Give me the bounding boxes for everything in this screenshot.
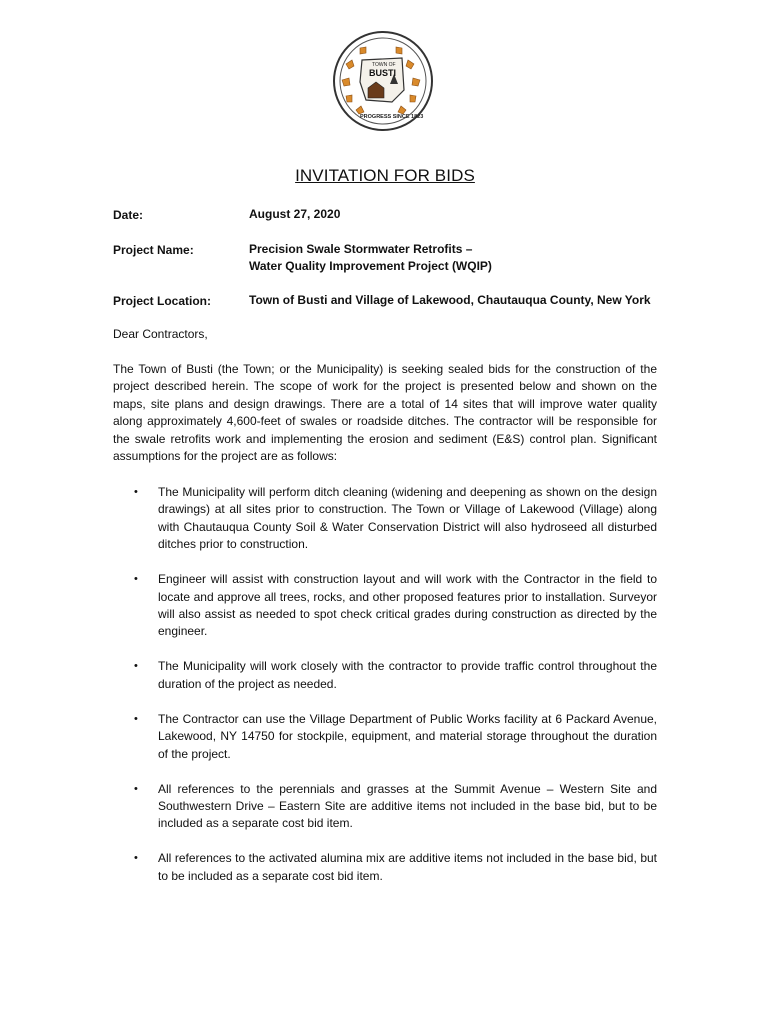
bullet-icon: • [134, 660, 138, 673]
bullet-icon: • [134, 712, 138, 725]
bullet-icon: • [134, 486, 138, 498]
project-name-label: Project Name: [113, 243, 194, 257]
list-item-text: The Municipality will work closely with the contractor to provide traffic control throughout the duration of the project as needed. [158, 659, 657, 691]
list-item [113, 571, 657, 641]
list-item-text: Engineer will assist with construction layout and will work with the Contractor in the field to locate and approve all trees, rocks, and other proposed features prior to installation. Surveyor will also assist as needed to spot check critical grades during construction as directed by the engineer. [158, 572, 657, 639]
list-item [113, 711, 657, 763]
bullet-icon: • [134, 573, 138, 586]
list-item-text: All references to the perennials and grasses at the Summit Avenue – Western Site and Southwestern Drive – Eastern Site are additive items not included in the base bid, but to be included as a separate cost bid item. [158, 781, 657, 831]
list-item-text: All references to the activated alumina mix are additive items not included in the base bid, but to be included as a separate cost bid item. [158, 851, 657, 883]
project-location-value: Town of Busti and Village of Lakewood, Chautauqua County, New York [249, 293, 651, 307]
list-item [113, 781, 657, 833]
list-item [113, 850, 657, 885]
page-title: INVITATION FOR BIDS [295, 166, 475, 185]
date-label: Date: [113, 208, 144, 222]
seal-top-text: TOWN OF [372, 62, 396, 68]
list-item-text: The Municipality will perform ditch cleaning (widening and deepening as shown on the design drawings) at all sites prior to construction. The Town or Village of Lakewood (Village) along with Chautauqua County Soil & Water Conservation District will also hydroseed all disturbed ditches prior to construction. [158, 485, 657, 552]
bullet-icon: • [134, 782, 138, 795]
seal-bottom-text: PROGRESS SINCE 1823 [360, 114, 424, 120]
date-value: August 27, 2020 [249, 207, 341, 221]
salutation: Dear Contractors, [113, 327, 208, 341]
project-name-line-2: Water Quality Improvement Project (WQIP) [249, 259, 492, 273]
bullet-icon: • [134, 852, 138, 865]
town-seal-icon [332, 30, 434, 132]
project-location-label: Project Location: [113, 294, 212, 308]
intro-paragraph: The Town of Busti (the Town; or the Municipality) is seeking sealed bids for the construction of the project described herein. The scope of work for the project is presented below and shown on the maps, site plans and design drawings. There are a total of 14 sites that will improve water quality along approximately 4,600-feet of swales or roadside ditches. The contractor will be responsible for the swale retrofits work and implementing the erosion and sediment (E&S) control plan. Significant assumptions for the project are as follows: [113, 362, 657, 464]
seal-main-text: BUSTI [369, 68, 396, 78]
list-item-text: The Contractor can use the Village Department of Public Works facility at 6 Packard Avenue, Lakewood, NY 14750 for stockpile, equipment, and material storage throughout the duration of the project. [158, 711, 657, 761]
project-name-line-1: Precision Swale Stormwater Retrofits – [249, 242, 473, 256]
list-item [113, 484, 657, 554]
assumptions-list [113, 484, 657, 903]
list-item [113, 658, 657, 693]
